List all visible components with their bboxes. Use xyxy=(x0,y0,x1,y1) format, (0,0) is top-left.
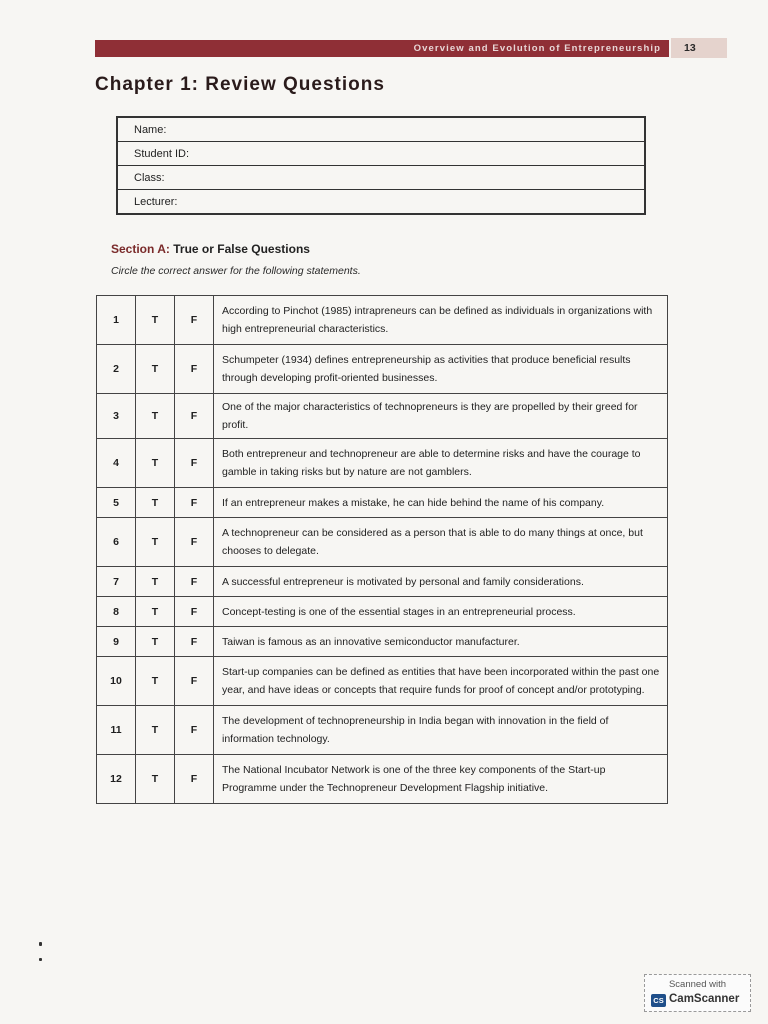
table-row xyxy=(97,706,668,755)
true-option[interactable]: T xyxy=(136,755,175,804)
table-row xyxy=(97,567,668,597)
camscanner-logo-icon: CS xyxy=(651,994,666,1007)
running-title: Overview and Evolution of Entrepreneurship xyxy=(413,43,661,54)
question-text: Start-up companies can be defined as entities that have been incorporated within the past one year, and have ideas or concepts that require funds for proof of concept and/or prototyping. xyxy=(214,657,668,706)
question-text: A technopreneur can be considered as a person that is able to do many things at once, but chooses to delegate. xyxy=(214,518,668,567)
question-number: 7 xyxy=(97,567,136,597)
true-option[interactable]: T xyxy=(136,657,175,706)
question-text: According to Pinchot (1985) intrapreneurs can be defined as individuals in organizations with high entrepreneurial characteristics. xyxy=(214,296,668,345)
section-title-text: True or False Questions xyxy=(169,242,310,256)
question-number: 11 xyxy=(97,706,136,755)
question-number: 9 xyxy=(97,627,136,657)
scanned-with-label: Scanned with xyxy=(668,979,727,990)
class-field[interactable]: Class: xyxy=(117,166,645,190)
question-number: 4 xyxy=(97,439,136,488)
false-option[interactable]: F xyxy=(175,345,214,394)
lecturer-field[interactable]: Lecturer: xyxy=(117,190,645,215)
false-option[interactable]: F xyxy=(175,657,214,706)
table-row xyxy=(97,345,668,394)
question-text: A successful entrepreneur is motivated by personal and family considerations. xyxy=(214,567,668,597)
question-text: The National Incubator Network is one of the three key components of the Start-up Programme under the Technopreneur Development Flagship initiative. xyxy=(214,755,668,804)
running-header xyxy=(95,40,669,57)
question-text: The development of technopreneurship in India began with innovation in the field of information technology. xyxy=(214,706,668,755)
section-instruction: Circle the correct answer for the following statements. xyxy=(111,265,361,277)
table-row xyxy=(97,296,668,345)
false-option[interactable]: F xyxy=(175,597,214,627)
true-option[interactable]: T xyxy=(136,706,175,755)
true-option[interactable]: T xyxy=(136,627,175,657)
false-option[interactable]: F xyxy=(175,518,214,567)
true-option[interactable]: T xyxy=(136,345,175,394)
camscanner-badge xyxy=(644,974,751,1012)
question-text: If an entrepreneur makes a mistake, he can hide behind the name of his company. xyxy=(214,488,668,518)
question-number: 8 xyxy=(97,597,136,627)
false-option[interactable]: F xyxy=(175,567,214,597)
false-option[interactable]: F xyxy=(175,296,214,345)
true-option[interactable]: T xyxy=(136,567,175,597)
true-option[interactable]: T xyxy=(136,439,175,488)
true-false-table xyxy=(96,295,668,804)
table-row xyxy=(97,488,668,518)
table-row xyxy=(97,657,668,706)
question-number: 10 xyxy=(97,657,136,706)
name-field[interactable]: Name: xyxy=(117,117,645,142)
camscanner-brand: CamScanner xyxy=(669,993,740,1005)
question-text: Both entrepreneur and technopreneur are able to determine risks and have the courage to gamble in taking risks but by nature are not gamblers. xyxy=(214,439,668,488)
question-number: 2 xyxy=(97,345,136,394)
scan-speck xyxy=(39,958,42,961)
student-id-field[interactable]: Student ID: xyxy=(117,142,645,166)
false-option[interactable]: F xyxy=(175,394,214,439)
question-text: Concept-testing is one of the essential stages in an entrepreneurial process. xyxy=(214,597,668,627)
section-prefix: Section A: xyxy=(111,242,170,256)
table-row xyxy=(97,755,668,804)
question-text: Schumpeter (1934) defines entrepreneurship as activities that produce beneficial results through developing profit-oriented businesses. xyxy=(214,345,668,394)
chapter-title: Chapter 1: Review Questions xyxy=(95,74,385,95)
table-row xyxy=(97,439,668,488)
true-option[interactable]: T xyxy=(136,597,175,627)
false-option[interactable]: F xyxy=(175,439,214,488)
false-option[interactable]: F xyxy=(175,755,214,804)
info-row-student-id xyxy=(117,142,645,166)
question-number: 12 xyxy=(97,755,136,804)
question-number: 6 xyxy=(97,518,136,567)
scan-speck xyxy=(39,942,42,946)
table-row xyxy=(97,627,668,657)
table-row xyxy=(97,518,668,567)
question-number: 3 xyxy=(97,394,136,439)
question-number: 1 xyxy=(97,296,136,345)
false-option[interactable]: F xyxy=(175,627,214,657)
section-title xyxy=(111,242,310,256)
info-row-name xyxy=(117,117,645,142)
false-option[interactable]: F xyxy=(175,706,214,755)
true-option[interactable]: T xyxy=(136,518,175,567)
false-option[interactable]: F xyxy=(175,488,214,518)
page-number: 13 xyxy=(671,38,727,58)
info-row-class xyxy=(117,166,645,190)
question-text: One of the major characteristics of technopreneurs is they are propelled by their greed for profit. xyxy=(214,394,668,439)
student-info-table xyxy=(116,116,646,215)
true-option[interactable]: T xyxy=(136,488,175,518)
true-option[interactable]: T xyxy=(136,296,175,345)
info-row-lecturer xyxy=(117,190,645,215)
question-number: 5 xyxy=(97,488,136,518)
question-text: Taiwan is famous as an innovative semiconductor manufacturer. xyxy=(214,627,668,657)
true-option[interactable]: T xyxy=(136,394,175,439)
table-row xyxy=(97,597,668,627)
table-row xyxy=(97,394,668,439)
